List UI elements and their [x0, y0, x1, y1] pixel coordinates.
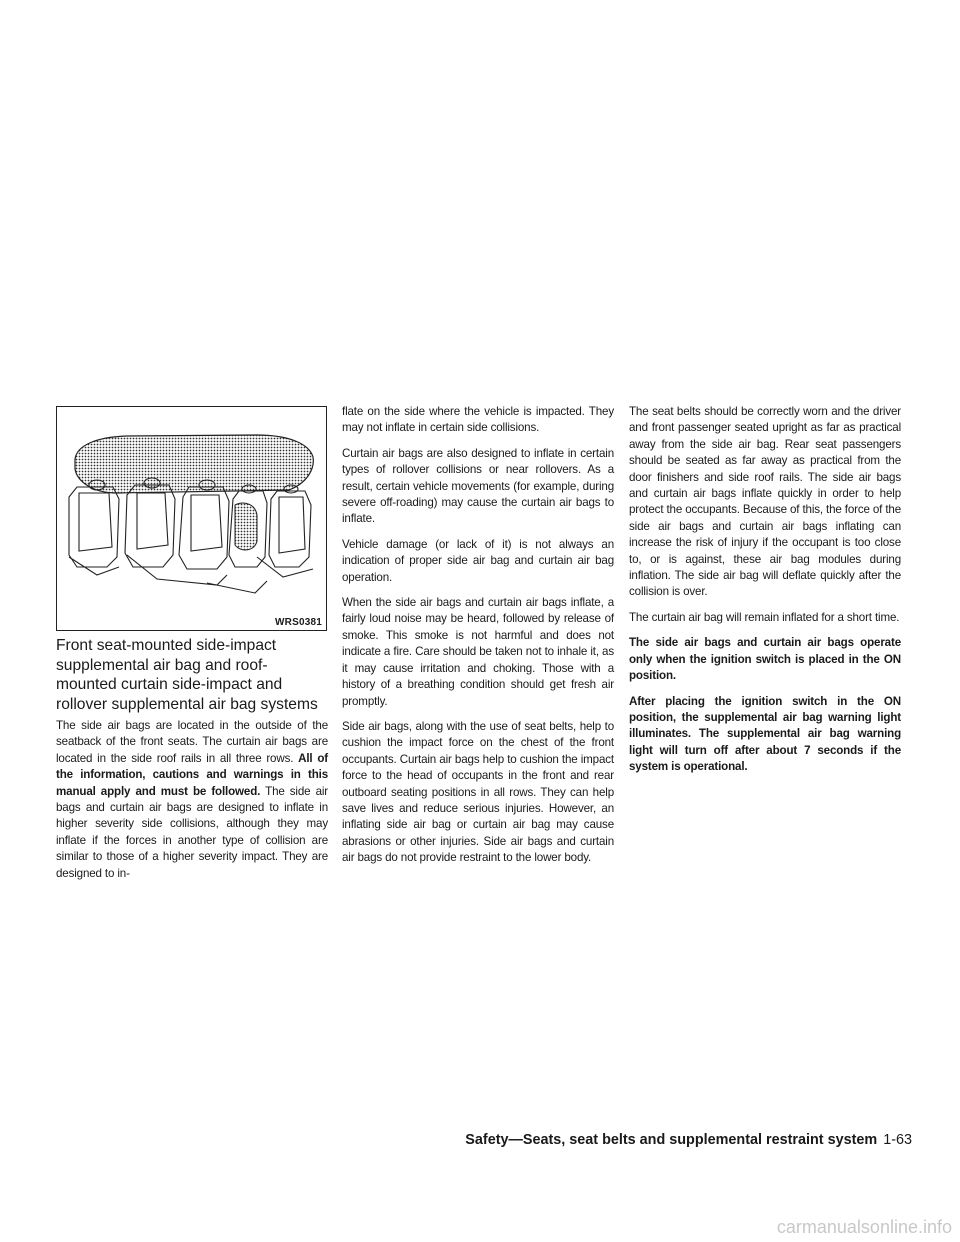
bold-notice: All of the information, cautions and warnings in this manual apply and must be followed. [56, 751, 328, 798]
paragraph: Curtain air bags are also designed to inflate in certain types of rollover collisions or near rollovers. As a result, certain vehicle movements (for example, during severe off-roading) may cause the curtain air bags to inflate. [342, 446, 614, 526]
watermark: carmanualsonline.info [776, 1217, 952, 1237]
bold-notice: After placing the ignition switch in the ON position, the supplemental air bag warning light illuminates. The supplemental air bag warning light will turn off after about 7 seconds if the system is operational. [629, 694, 901, 774]
paragraph: Vehicle damage (or lack of it) is not always an indication of proper side air bag and curtain air bag operation. [342, 537, 614, 584]
paragraph: flate on the side where the vehicle is impacted. They may not inflate in certain side collisions. [342, 405, 614, 435]
paragraph: The curtain air bag will remain inflated for a short time. [629, 610, 900, 624]
airbag-illustration [56, 406, 327, 631]
paragraph: Side air bags, along with the use of seat belts, help to cushion the impact force on the chest of the front occupants. Curtain air bags help to cushion the impact force to the head of occupants in the front and rear outboard seating positions in all rows. They can help save lives and reduce serious injuries. However, an inflating side air bag or curtain air bag may cause abrasions or other injuries. Side air bags and curtain air bags do not provide restraint to the lower body. [342, 719, 614, 865]
column-1 [56, 718, 328, 891]
paragraph: When the side air bags and curtain air bags inflate, a fairly loud noise may be heard, followed by release of smoke. This smoke is not harmful and does not indicate a fire. Care should be taken not to inhale it, as it may cause irritation and choking. Those with a history of a breathing condition should get fresh air promptly. [342, 596, 614, 708]
column-3 [629, 404, 901, 785]
section-title: Safety—Seats, seat belts and supplemental restraint system [465, 1132, 878, 1148]
bold-notice: The side air bags and curtain air bags operate only when the ignition switch is placed in the ON position. [629, 636, 901, 683]
figure-code: WRS0381 [275, 617, 322, 628]
curtain-airbag-drawing [57, 407, 326, 630]
paragraph: The seat belts should be correctly worn and the driver and front passenger seated upright as far as practical away from the side air bag. Rear seat passengers should be seated as far away as practical from the door finishers and side roof rails. The side air bags and curtain air bags inflate quickly in order to help protect the occupants. Because of this, the force of the side air bags and curtain air bags inflating can increase the risk of injury if the occupant is too close to, or is against, these air bag modules during inflation. The side air bag will deflate quickly after the collision is over. [629, 405, 901, 599]
page-footer [465, 1132, 912, 1148]
section-heading: Front seat-mounted side-impact supplemental air bag and roof-mounted curtain side-impact and rollover supplemental air bag systems [56, 637, 318, 713]
paragraph [56, 718, 328, 882]
paragraph-text: The side air bags are located in the outside of the seatback of the front seats. The curtain air bags are located in the side roof rails in all three rows. [56, 719, 328, 765]
paragraph-text: The side air bags and curtain air bags are designed to inflate in higher severity side collisions, although they may inflate if the forces in another type of collision are similar to those of a higher severity impact. They are designed to in- [56, 784, 329, 880]
column-2 [342, 404, 614, 876]
paragraph [629, 694, 901, 776]
paragraph [629, 635, 901, 684]
page-number: 1-63 [883, 1132, 912, 1148]
